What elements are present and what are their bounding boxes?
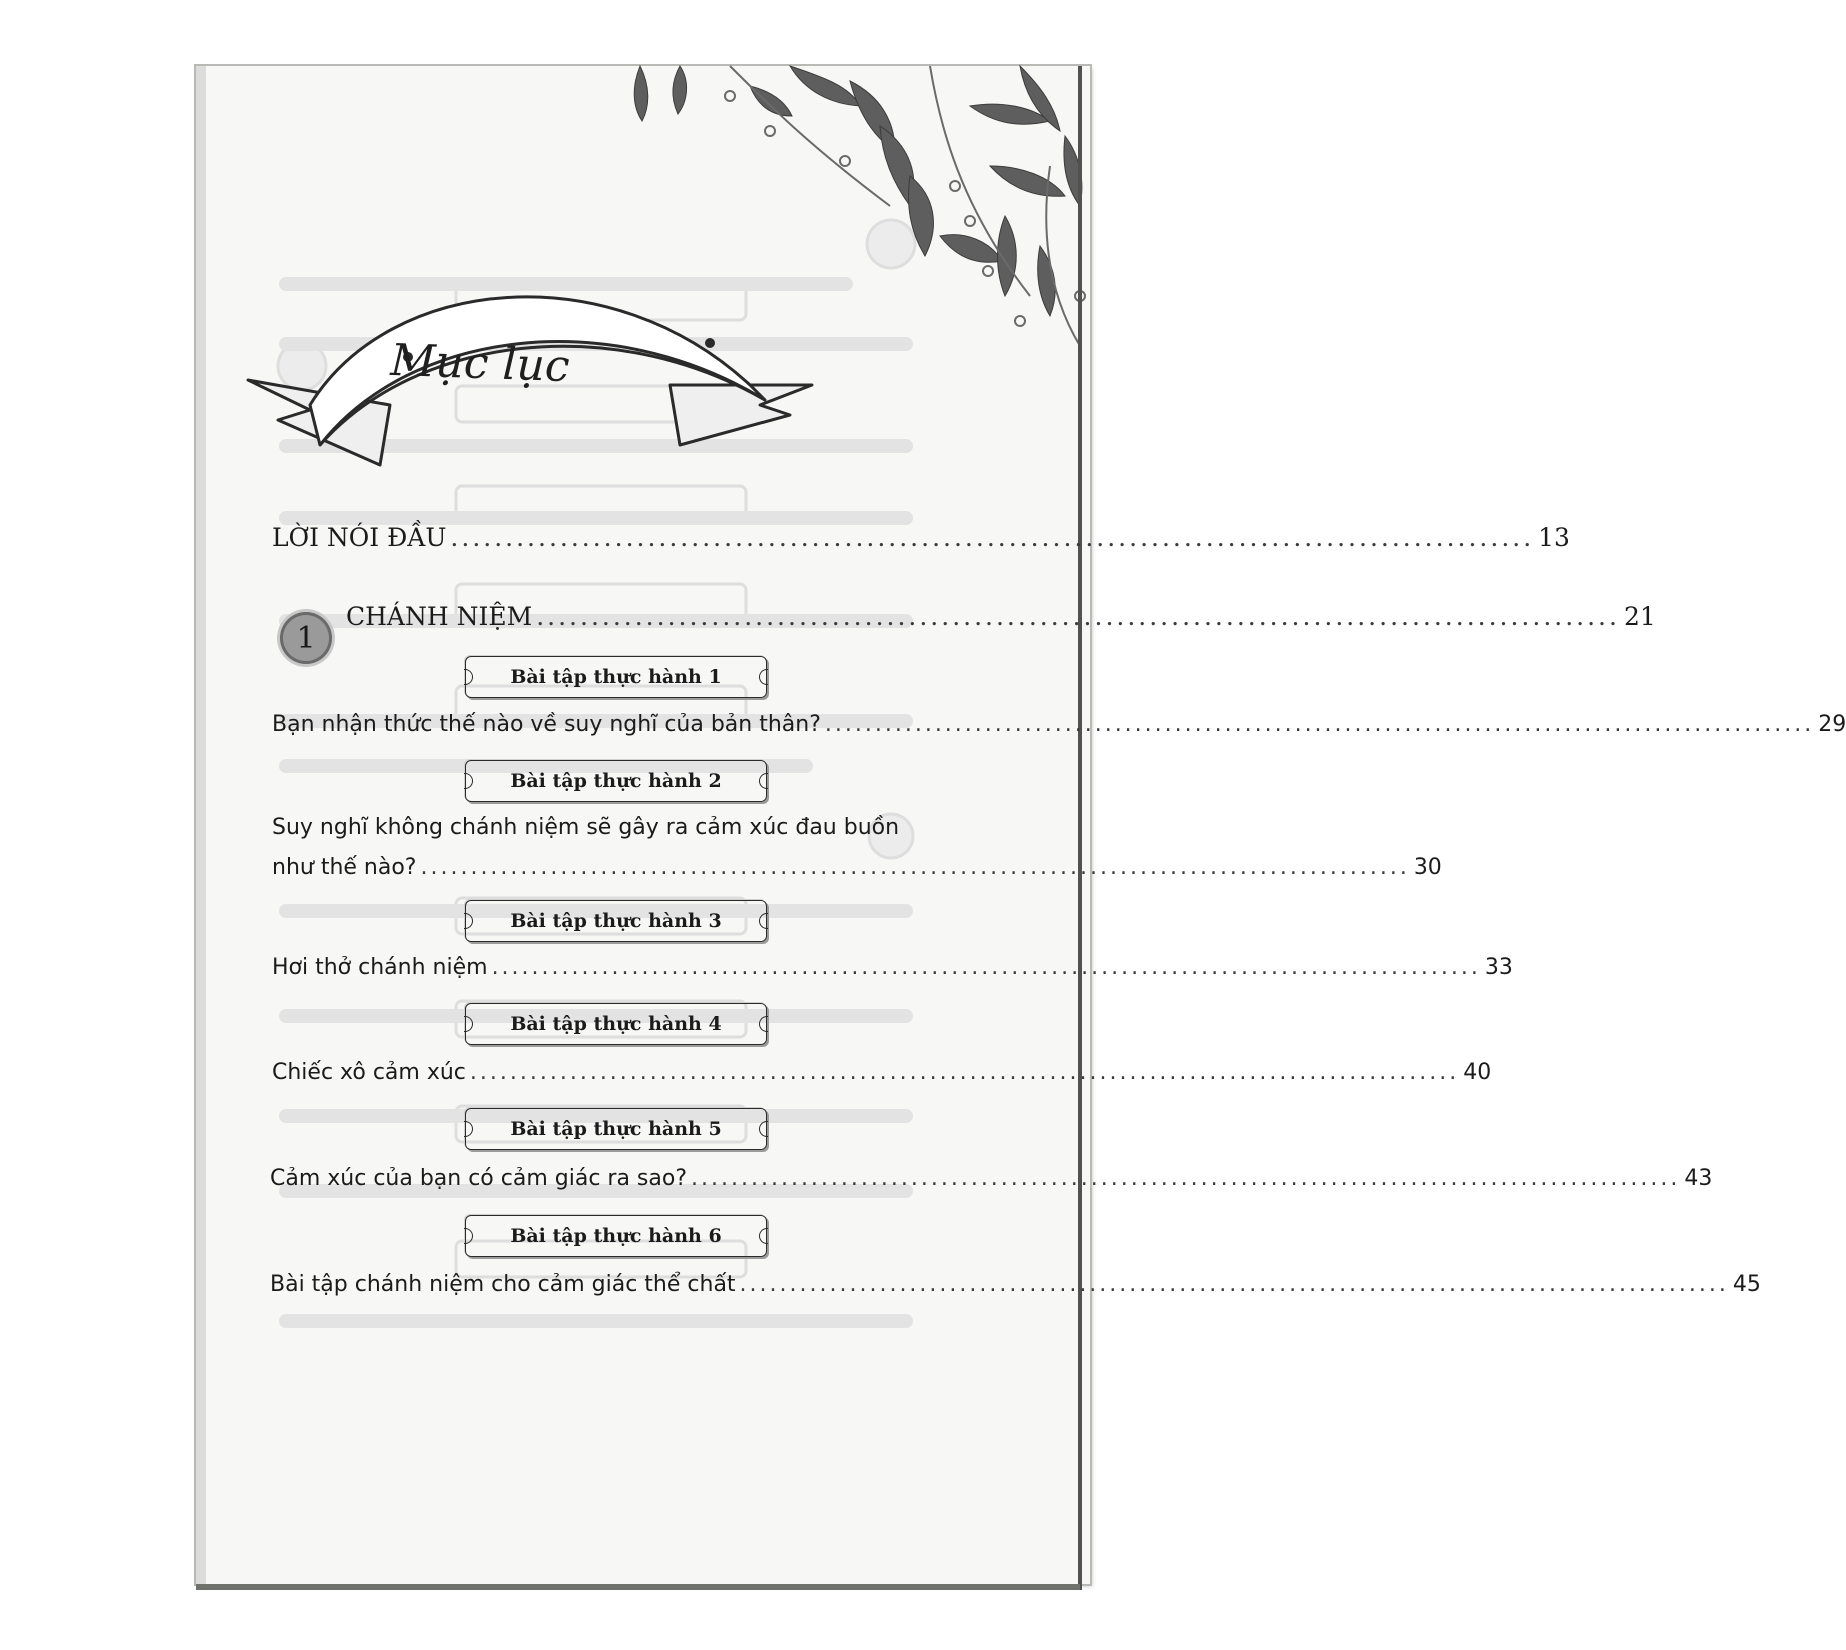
toc-entry-front-matter[interactable] bbox=[272, 523, 1570, 552]
leader-dots: ................................................................................................... bbox=[420, 855, 1410, 880]
exercise-label-box: Bài tập thực hành 2 bbox=[465, 760, 767, 802]
chapter-number-badge: 1 bbox=[280, 612, 332, 664]
toc-page-number: 29 bbox=[1818, 712, 1846, 737]
toc-entry-label: như thế nào? bbox=[272, 855, 417, 880]
toc-page-number: 43 bbox=[1684, 1166, 1713, 1191]
toc-entry-label: Bạn nhận thức thế nào về suy nghĩ của bản thân? bbox=[272, 712, 821, 737]
toc-page-number: 33 bbox=[1484, 955, 1513, 980]
toc-entry-label: Hơi thở chánh niệm bbox=[272, 955, 488, 980]
page-edge bbox=[1078, 66, 1082, 1590]
toc-entry-exercise-1[interactable] bbox=[272, 712, 1846, 737]
exercise-label-box: Bài tập thực hành 6 bbox=[465, 1215, 767, 1257]
toc-entry-label: LỜI NÓI ĐẦU bbox=[272, 523, 447, 552]
toc-entry-exercise-6[interactable] bbox=[270, 1272, 1761, 1297]
page-title: Mục lục bbox=[389, 334, 571, 393]
exercise-label-box: Bài tập thực hành 1 bbox=[465, 656, 767, 698]
toc-entry-label: Bài tập chánh niệm cho cảm giác thể chất bbox=[270, 1272, 736, 1297]
toc-entry-exercise-5[interactable] bbox=[270, 1166, 1713, 1191]
leader-dots: ................................................................................................... bbox=[469, 1060, 1460, 1085]
leader-dots: ................................................................................................... bbox=[739, 1272, 1729, 1297]
leader-dots: ................................................................................................... bbox=[491, 955, 1481, 980]
toc-page-number: 40 bbox=[1463, 1060, 1492, 1085]
toc-page-number: 21 bbox=[1623, 602, 1656, 631]
leader-dots: ................................................................................................... bbox=[450, 523, 1535, 552]
exercise-label-box: Bài tập thực hành 3 bbox=[465, 900, 767, 942]
toc-entry-chapter[interactable] bbox=[346, 602, 1656, 631]
leader-dots: ................................................................................................... bbox=[824, 712, 1815, 737]
toc-entry-exercise-2[interactable] bbox=[272, 855, 1442, 880]
chapter-title: CHÁNH NIỆM bbox=[346, 602, 533, 631]
toc-page-number: 13 bbox=[1538, 523, 1570, 552]
leader-dots: ................................................................................................... bbox=[691, 1166, 1681, 1191]
exercise-label-box: Bài tập thực hành 5 bbox=[465, 1108, 767, 1150]
toc-page-number: 30 bbox=[1413, 855, 1442, 880]
toc-entry-label: Chiếc xô cảm xúc bbox=[272, 1060, 466, 1085]
toc-entry-exercise-3[interactable] bbox=[272, 955, 1513, 980]
toc-entry-label: Cảm xúc của bạn có cảm giác ra sao? bbox=[270, 1166, 688, 1191]
toc-entry-exercise-4[interactable] bbox=[272, 1060, 1492, 1085]
toc-entry-label: Suy nghĩ không chánh niệm sẽ gây ra cảm xúc đau buồn bbox=[272, 815, 900, 840]
page-edge-bottom bbox=[196, 1584, 1080, 1590]
exercise-label-box: Bài tập thực hành 4 bbox=[465, 1003, 767, 1045]
leader-dots: ................................................................................................... bbox=[536, 602, 1620, 631]
toc-page-number: 45 bbox=[1732, 1272, 1761, 1297]
toc-entry-exercise-2-line-1[interactable] bbox=[272, 815, 928, 840]
